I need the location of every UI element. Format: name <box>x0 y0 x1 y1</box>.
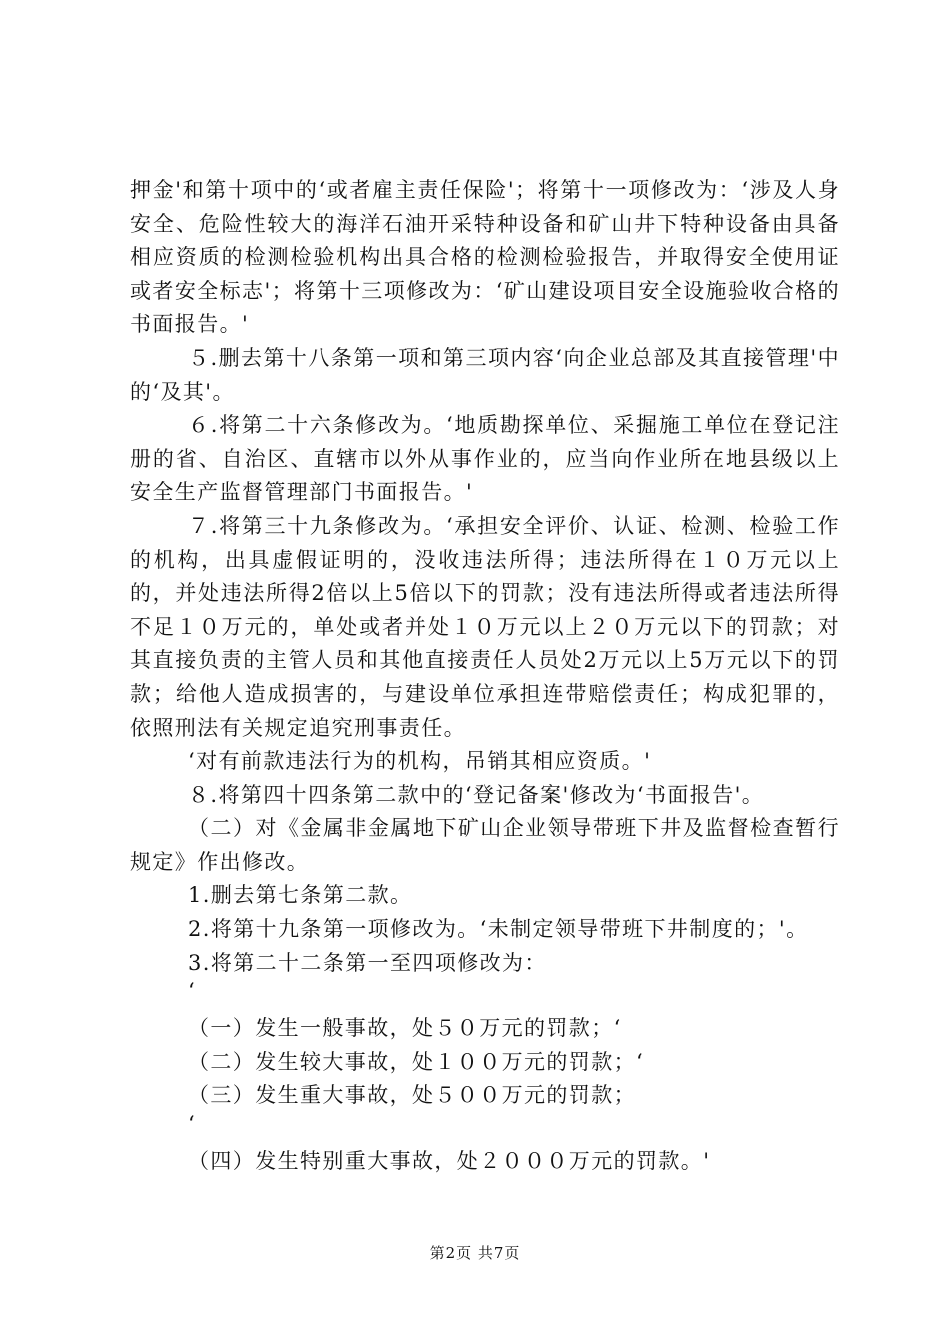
paragraph-quote-mark: ‘ <box>188 979 197 1004</box>
document-body <box>130 174 840 1179</box>
paragraph-item-6: ６.将第二十六条修改为。‘地质勘探单位、采掘施工单位在登记注册的省、自治区、直辖市以外从事作业的，应当向作业所在地县级以上安全生产监督管理部门书面报告。' <box>130 413 840 505</box>
page-number-footer: 第2页 共7页 <box>429 1244 521 1262</box>
paragraph-section-2: （二）对《金属非金属地下矿山企业领导带班下井及监督检查暂行规定》作出修改。 <box>130 816 840 874</box>
paragraph-penalty-4: （四）发生特别重大事故，处２０００万元的罚款。' <box>188 1149 711 1174</box>
paragraph-penalty-1: （一）发生一般事故，处５０万元的罚款；‘ <box>188 1016 622 1041</box>
paragraph-sub-item-3: 3.将第二十二条第一至四项修改为： <box>188 950 547 975</box>
paragraph-sub-item-1: 1.删去第七条第二款。 <box>188 883 413 908</box>
paragraph-item-8: ８.将第四十四条第二款中的‘登记备案'修改为‘书面报告'。 <box>188 782 765 807</box>
paragraph-sub-item-2: 2.将第十九条第一项修改为。‘未制定领导带班下井制度的；'。 <box>188 917 809 942</box>
paragraph-item-7: ７.将第三十九条修改为。‘承担安全评价、认证、检测、检验工作的机构，出具虚假证明的，没收违法所得；违法所得在１０万元以上的，并处违法所得2倍以上5倍以下的罚款；没有违法所得或者违法所得不足１０万元的，单处或者并处１０万元以上２０万元以下的罚款；对其直接负责的主管人员和其他直接责任人员处2万元以上5万元以下的罚款；给他人造成损害的，与建设单位承担连带赔偿责任；构成犯罪的，依照刑法有关规定追究刑事责任。 <box>130 513 840 740</box>
paragraph-penalty-2: （二）发生较大事故，处１００万元的罚款；‘ <box>188 1049 645 1074</box>
paragraph-item-7-clause: ‘对有前款违法行为的机构，吊销其相应资质。' <box>188 749 652 774</box>
paragraph-quote-mark-2: ‘ <box>188 1112 197 1137</box>
paragraph-penalty-3: （三）发生重大事故，处５００万元的罚款； <box>188 1083 636 1108</box>
paragraph-item-5: ５.删去第十八条第一项和第三项内容‘向企业总部及其直接管理'中的‘及其'。 <box>130 345 840 404</box>
paragraph-continuation: 押金'和第十项中的‘或者雇主责任保险'；将第十一项修改为：‘涉及人身安全、危险性较大的海洋石油开采特种设备和矿山井下特种设备由具备相应资质的检测检验机构出具合格的检测检验报告，并取得安全使用证或者安全标志'；将第十三项修改为：‘矿山建设项目安全设施验收合格的书面报告。' <box>130 178 840 337</box>
